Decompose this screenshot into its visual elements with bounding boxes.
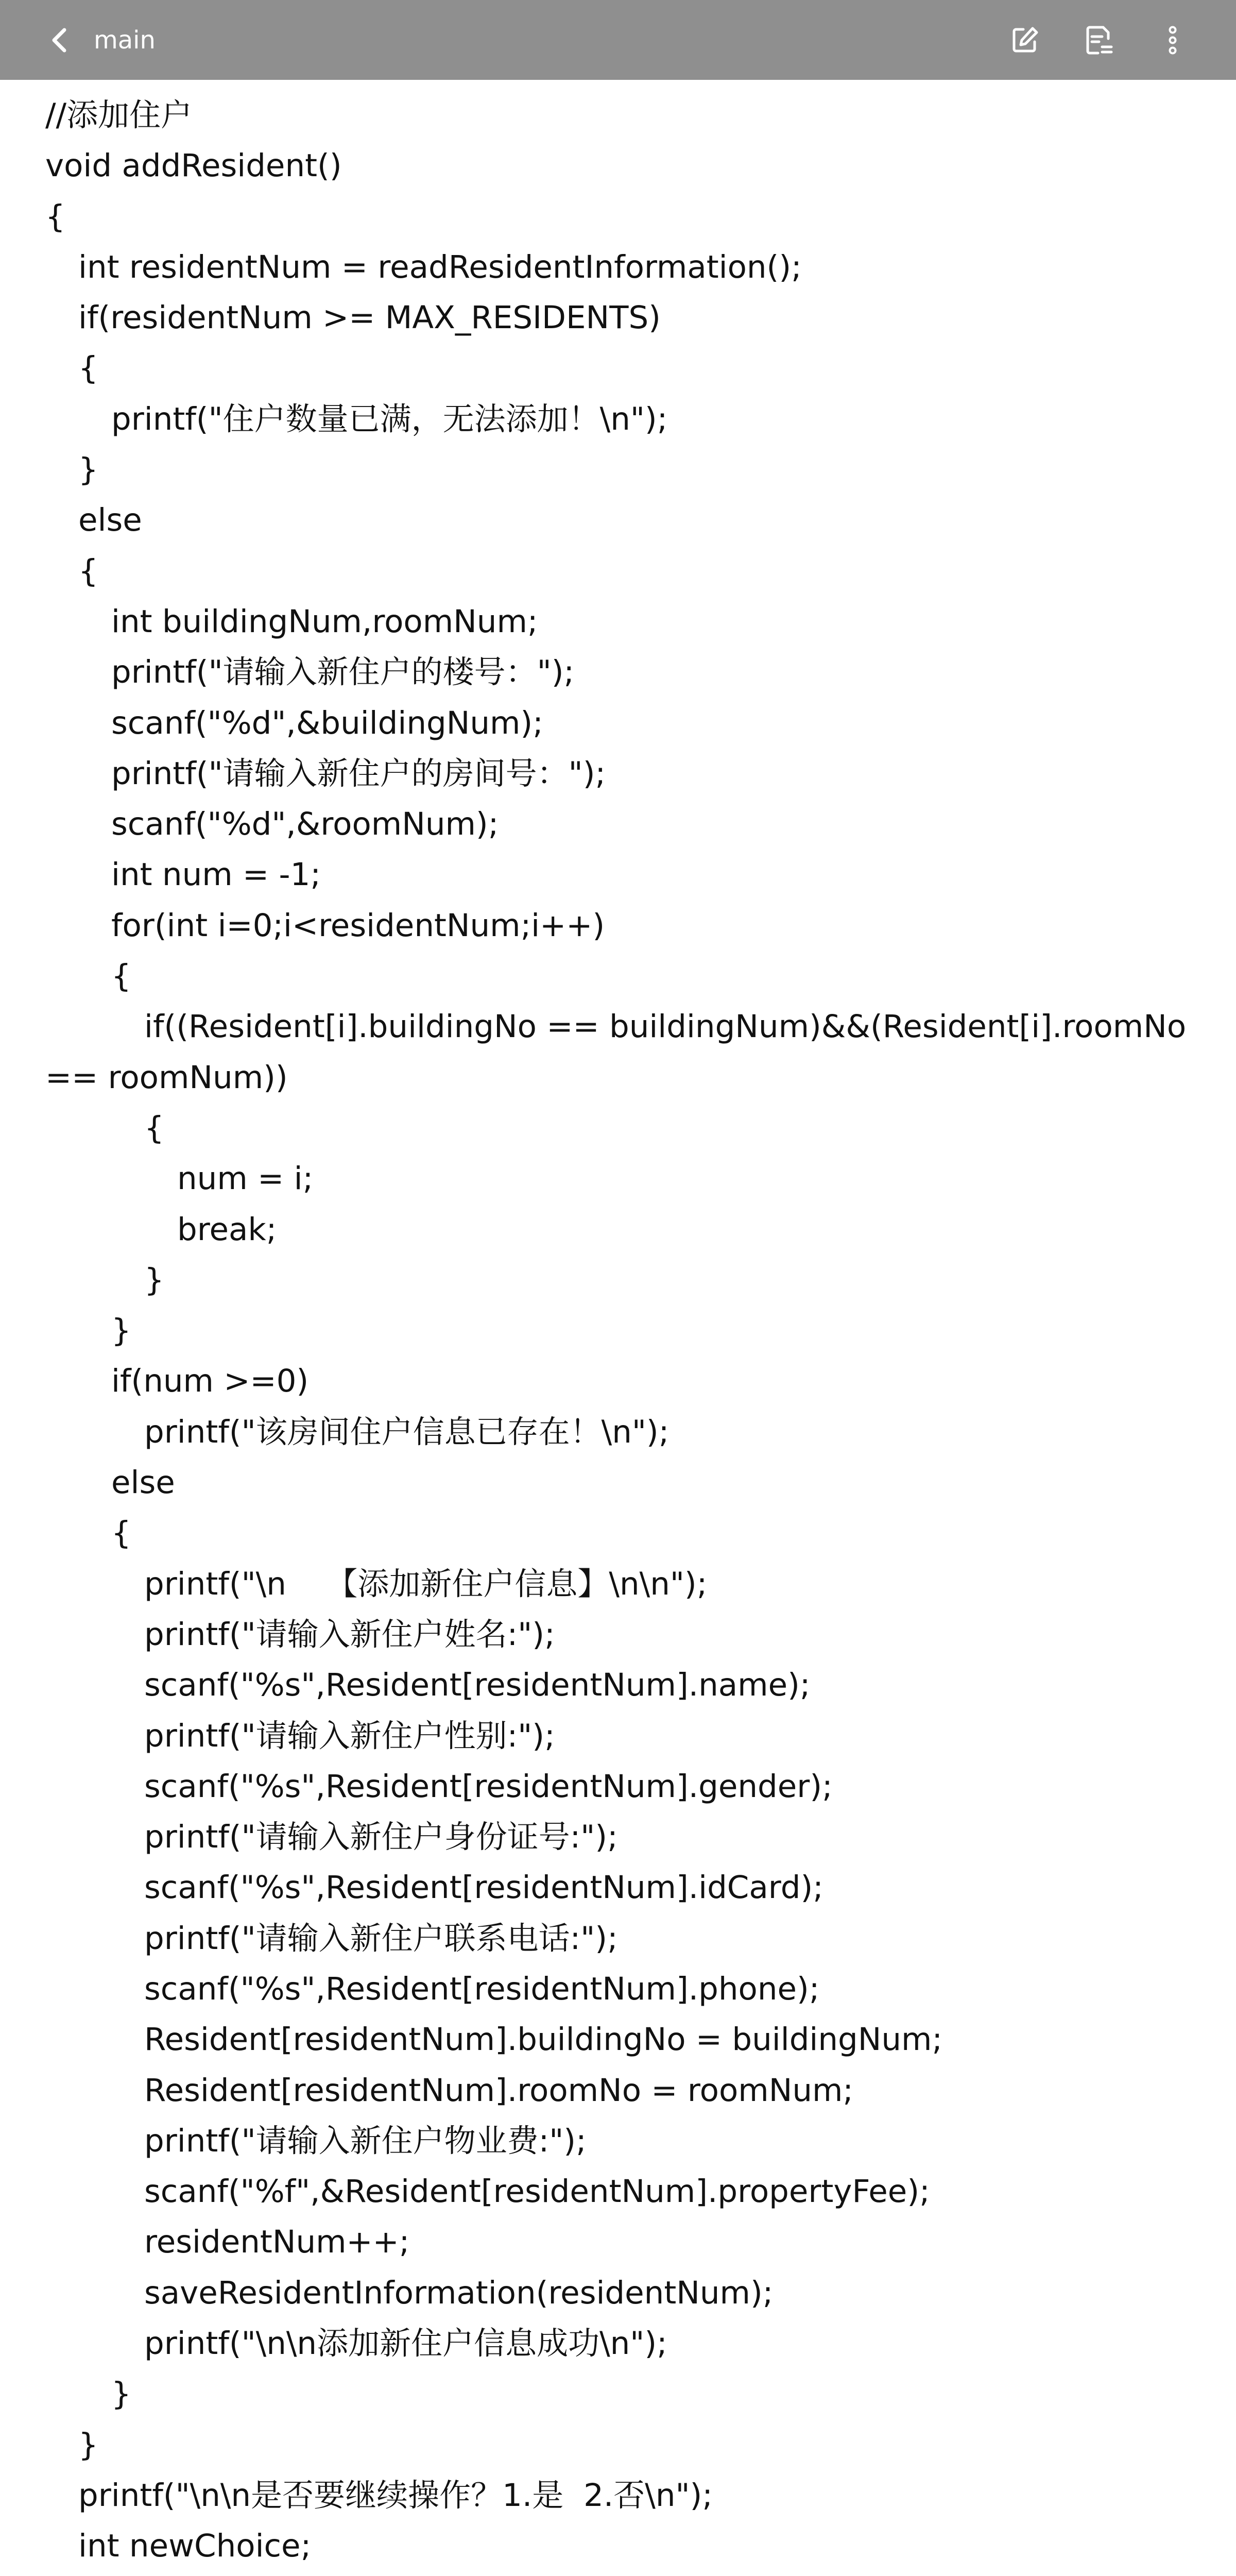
code-line: } [111, 1312, 131, 1349]
code-line: if((Resident[i].buildingNo == buildingNum)&&(Resident[i].roomNo [144, 1008, 1187, 1045]
code-line: Resident[residentNum].roomNo = roomNum; [144, 2072, 853, 2109]
code-line: break; [177, 1211, 277, 1248]
more-vertical-icon[interactable] [1144, 16, 1201, 64]
code-line: printf("\n\n添加新住户信息成功\n"); [144, 2325, 667, 2362]
code-line: else [78, 502, 142, 539]
code-line: printf("住户数量已满，无法添加！\n"); [111, 400, 668, 437]
code-line: printf("请输入新住户联系电话:"); [144, 1920, 618, 1957]
code-line: for(int i=0;i<residentNum;i++) [111, 907, 605, 944]
code-line: //添加住户 [45, 97, 193, 133]
code-line: scanf("%s",Resident[residentNum].name); [144, 1667, 811, 1704]
code-line: } [78, 2426, 98, 2463]
code-line: } [111, 2376, 131, 2413]
code-line: printf("\n\n是否要继续操作？1.是 2.否\n"); [78, 2477, 713, 2514]
code-line: scanf("%d",&roomNum); [111, 806, 499, 843]
code-line: num = i; [177, 1160, 314, 1197]
code-line [0, 2572, 1236, 2576]
code-line: scanf("%s",Resident[residentNum].phone); [144, 1970, 820, 2007]
code-line: int residentNum = readResidentInformation(); [78, 248, 802, 285]
code-line: saveResidentInformation(residentNum); [144, 2274, 774, 2311]
code-line: int buildingNum,roomNum; [111, 603, 538, 640]
code-line: scanf("%d",&buildingNum); [111, 704, 543, 741]
code-listing [0, 90, 1236, 2576]
code-line: int num = -1; [111, 856, 321, 893]
code-line: printf("请输入新住户身份证号:"); [144, 1819, 618, 1856]
code-line: if(num >=0) [111, 1363, 309, 1400]
code-line: } [78, 451, 98, 488]
code-line: { [45, 198, 65, 235]
code-line: == roomNum)) [45, 1059, 288, 1096]
code-line: void addResident() [45, 147, 342, 184]
code-line: else [111, 1464, 175, 1501]
top-app-bar [0, 0, 1236, 80]
code-line: } [144, 1261, 164, 1298]
code-line: Resident[residentNum].buildingNo = buildingNum; [144, 2021, 943, 2058]
code-line: residentNum++; [144, 2224, 410, 2261]
code-line: printf("该房间住户信息已存在！\n"); [144, 1413, 670, 1450]
code-line: printf("请输入新住户物业费:"); [144, 2122, 587, 2159]
code-line: { [78, 552, 98, 589]
code-line: scanf("%f",&Resident[residentNum].propertyFee); [144, 2173, 930, 2210]
code-line: { [111, 958, 131, 995]
code-line: { [78, 350, 98, 387]
code-line: printf("请输入新住户的房间号："); [111, 755, 606, 792]
page-title: main [94, 26, 156, 55]
code-line: printf("请输入新住户姓名:"); [144, 1616, 555, 1653]
code-line: scanf("%s",Resident[residentNum].gender); [144, 1768, 833, 1805]
code-line: if(residentNum >= MAX_RESIDENTS) [78, 299, 661, 336]
code-line: { [111, 1515, 131, 1552]
code-line: scanf("%s",Resident[residentNum].idCard); [144, 1869, 823, 1906]
code-line: printf("请输入新住户性别:"); [144, 1717, 555, 1754]
back-arrow-icon[interactable] [31, 16, 88, 64]
edit-icon[interactable] [997, 16, 1053, 64]
code-line: { [144, 1109, 164, 1146]
notes-icon[interactable] [1070, 16, 1127, 64]
code-line: printf("\n 【添加新住户信息】\n\n"); [144, 1565, 708, 1602]
code-line: int newChoice; [78, 2528, 312, 2565]
code-line: printf("请输入新住户的楼号："); [111, 654, 575, 691]
